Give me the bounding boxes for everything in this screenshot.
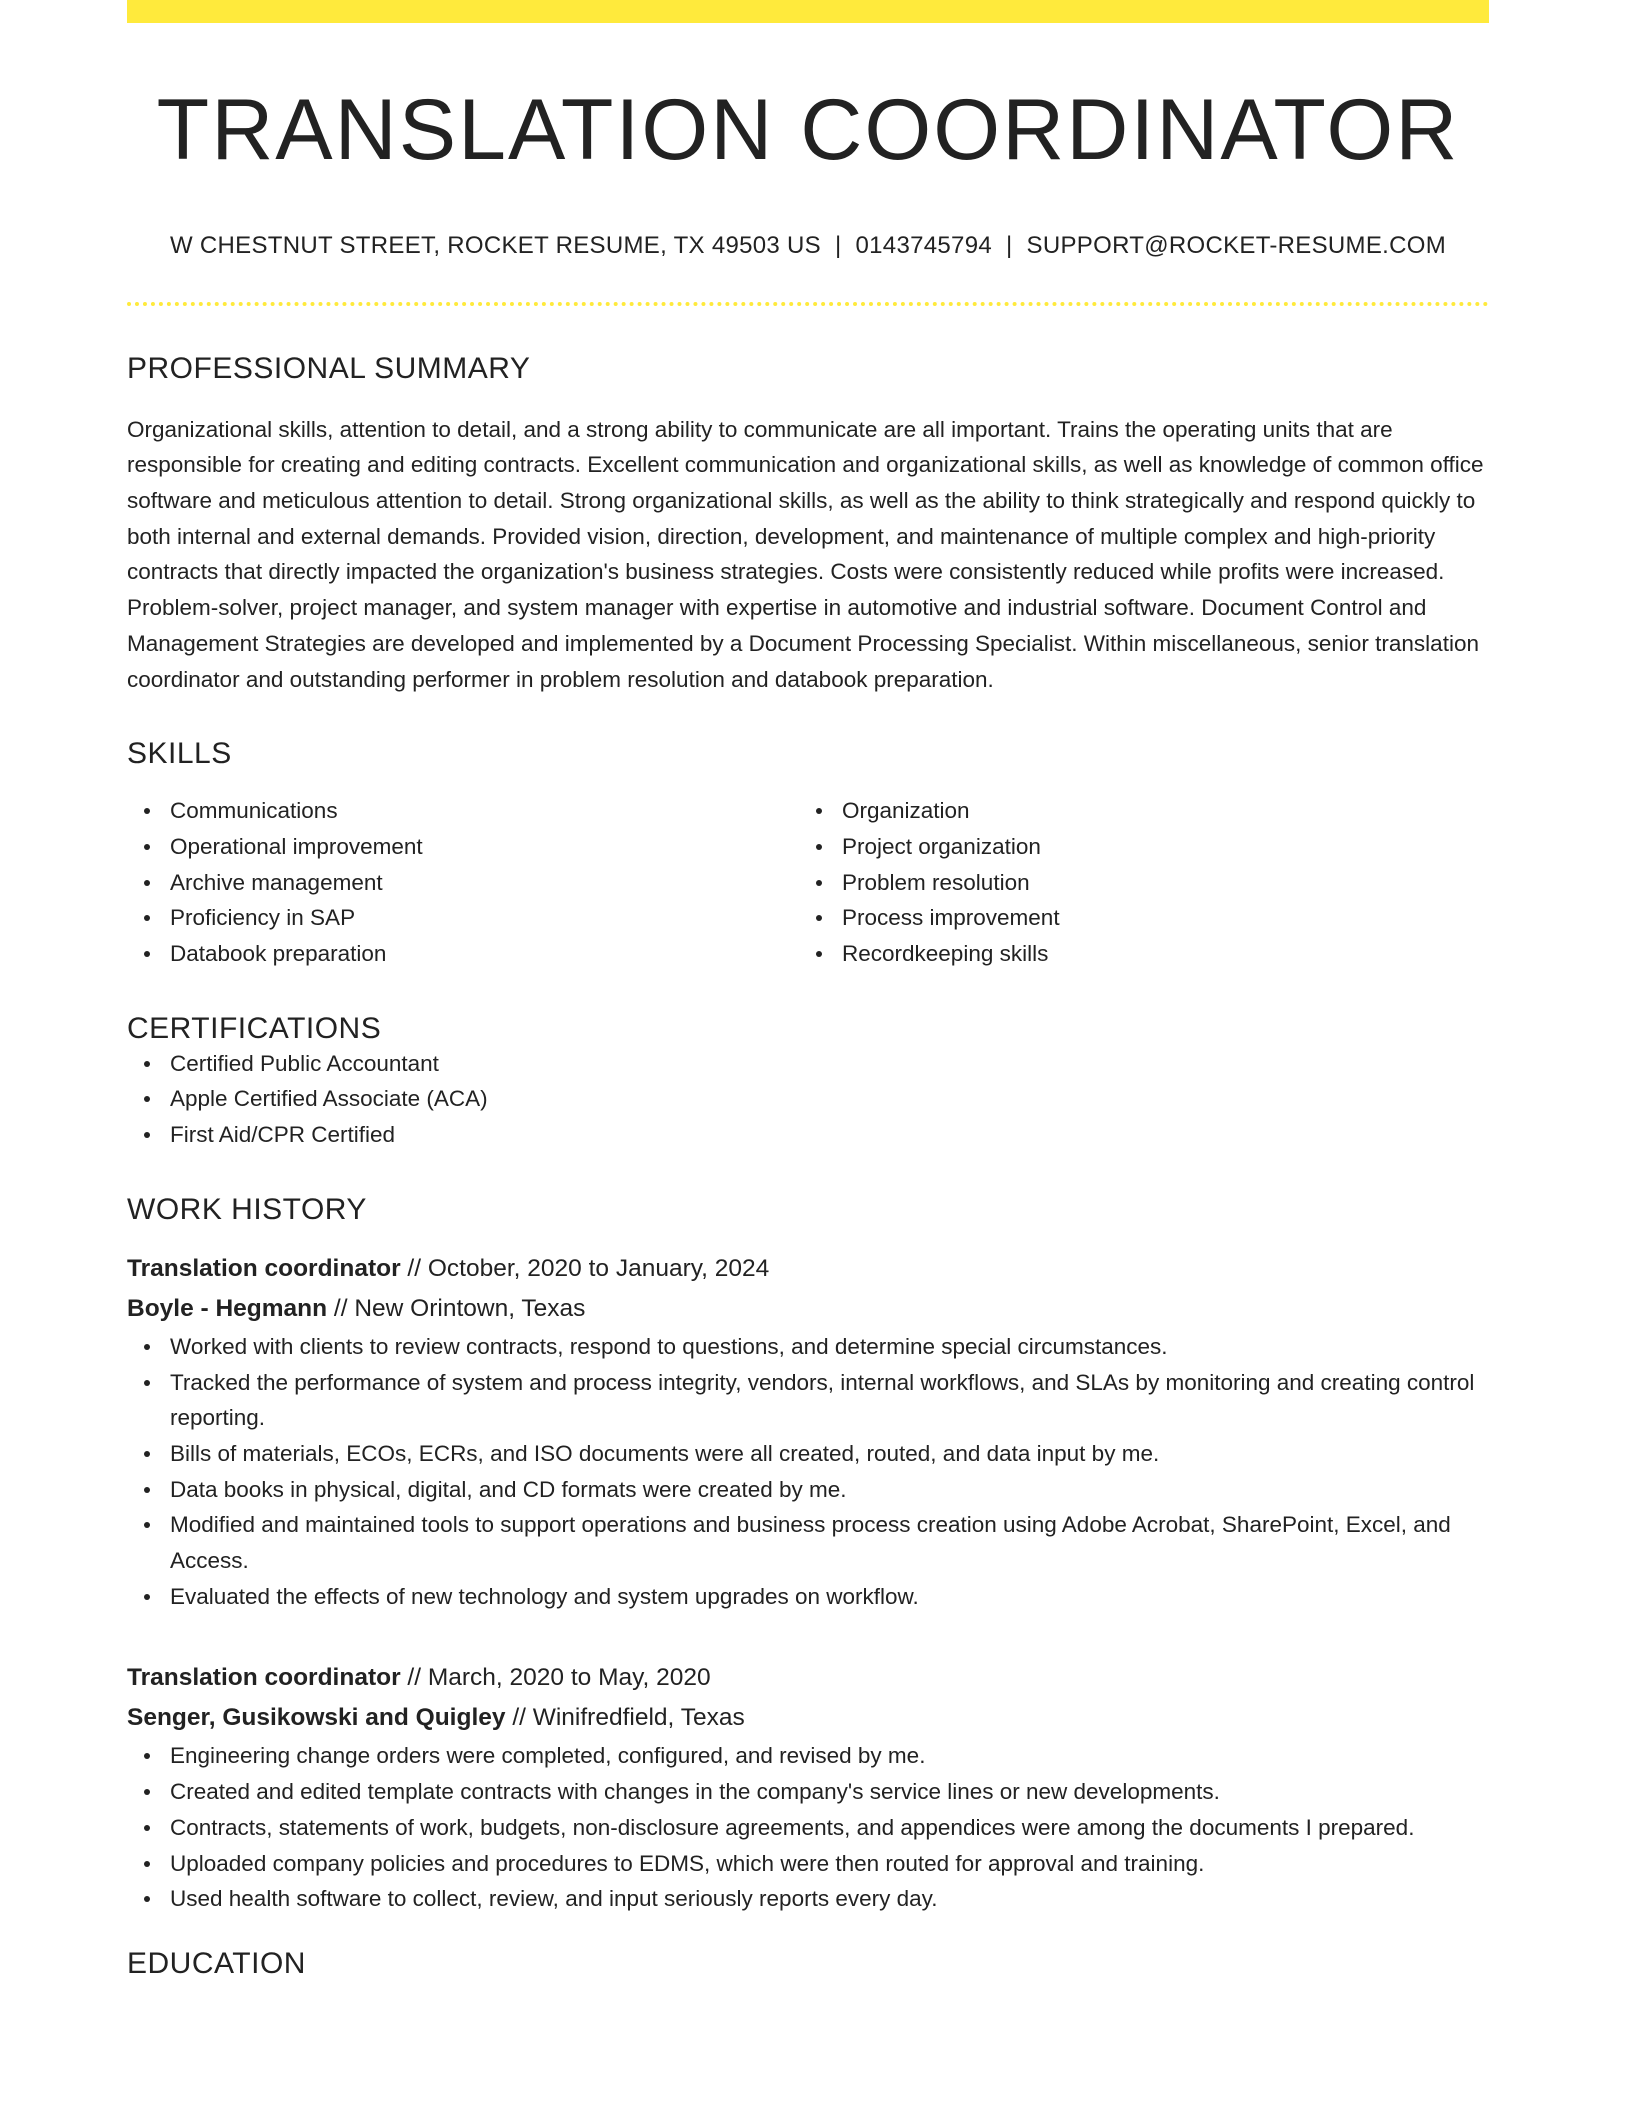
- education-heading: EDUCATION: [127, 1946, 306, 1980]
- job-company: Boyle - Hegmann: [127, 1294, 328, 1322]
- job-bullet: Data books in physical, digital, and CD formats were created by me.: [127, 1472, 1489, 1508]
- certification-item: First Aid/CPR Certified: [127, 1117, 1489, 1153]
- skill-item: Organization: [799, 793, 1471, 829]
- skill-item: Project organization: [799, 829, 1471, 865]
- contact-separator: |: [1006, 231, 1013, 259]
- job-company-line: [127, 1698, 1489, 1738]
- job-location: // Winifredfield, Texas: [505, 1704, 745, 1732]
- skill-item: Archive management: [127, 865, 799, 901]
- job-bullet: Tracked the performance of system and process integrity, vendors, internal workflows, and SLAs by monitoring and creating control reporting.: [127, 1365, 1489, 1436]
- work-history-heading: WORK HISTORY: [127, 1192, 367, 1226]
- certifications-heading: CERTIFICATIONS: [127, 1011, 382, 1045]
- job-entry: [127, 1249, 1489, 1615]
- skill-item: Problem resolution: [799, 865, 1471, 901]
- job-entry: [127, 1658, 1489, 1917]
- job-bullet: Bills of materials, ECOs, ECRs, and ISO documents were all created, routed, and data input by me.: [127, 1436, 1489, 1472]
- job-bullet: Worked with clients to review contracts, respond to questions, and determine special circumstances.: [127, 1329, 1489, 1365]
- job-dates: // March, 2020 to May, 2020: [400, 1664, 711, 1692]
- job-bullet: Evaluated the effects of new technology and system upgrades on workflow.: [127, 1579, 1489, 1615]
- job-location: // New Orintown, Texas: [327, 1294, 586, 1322]
- job-title-line: [127, 1658, 1489, 1698]
- job-bullet: Engineering change orders were completed, configured, and revised by me.: [127, 1738, 1489, 1774]
- skills-list-left: [127, 793, 799, 972]
- job-dates: // October, 2020 to January, 2024: [400, 1254, 770, 1282]
- job-title-line: [127, 1249, 1489, 1289]
- job-bullet: Uploaded company policies and procedures to EDMS, which were then routed for approval and training.: [127, 1846, 1489, 1882]
- top-accent-bar: [127, 0, 1489, 23]
- contact-phone: 0143745794: [855, 231, 992, 259]
- contact-line: [127, 232, 1489, 260]
- certification-item: Apple Certified Associate (ACA): [127, 1081, 1489, 1117]
- job-bullet: Contracts, statements of work, budgets, non-disclosure agreements, and appendices were among the documents I prepared.: [127, 1810, 1489, 1846]
- contact-separator: |: [834, 231, 842, 259]
- skill-item: Operational improvement: [127, 829, 799, 865]
- skills-columns: [127, 793, 1489, 972]
- contact-email: SUPPORT@ROCKET-RESUME.COM: [1026, 231, 1447, 259]
- job-bullets: [127, 1738, 1489, 1917]
- certifications-list: [127, 1046, 1489, 1153]
- skill-item: Proficiency in SAP: [127, 900, 799, 936]
- job-bullet: Used health software to collect, review, and input seriously reports every day.: [127, 1881, 1489, 1917]
- job-company-line: [127, 1289, 1489, 1329]
- skill-item: Databook preparation: [127, 936, 799, 972]
- resume-page: [127, 0, 1489, 1981]
- skills-column-left: [127, 793, 799, 972]
- job-bullet: Modified and maintained tools to support operations and business process creation using Adobe Acrobat, SharePoint, Excel, and Access.: [127, 1507, 1489, 1578]
- certification-item: Certified Public Accountant: [127, 1046, 1489, 1082]
- job-company: Senger, Gusikowski and Quigley: [127, 1704, 506, 1732]
- skills-column-right: [799, 793, 1471, 972]
- job-bullet: Created and edited template contracts with changes in the company's service lines or new developments.: [127, 1774, 1489, 1810]
- summary-heading: PROFESSIONAL SUMMARY: [127, 351, 531, 385]
- resume-title: TRANSLATION COORDINATOR: [156, 82, 1460, 178]
- skill-item: Process improvement: [799, 900, 1471, 936]
- skills-list-right: [799, 793, 1471, 972]
- dotted-divider: [127, 302, 1489, 306]
- job-bullets: [127, 1329, 1489, 1615]
- summary-text: Organizational skills, attention to detail, and a strong ability to communicate are all important. Trains the operating units that are responsible for creating and editing contracts. Excellent communication and organizational skills, as well as knowledge of common office software and meticulous attention to detail. Strong organizational skills, as well as the ability to think strategically and respond quickly to both internal and external demands. Provided vision, direction, development, and maintenance of multiple complex and high-priority contracts that directly impacted the organization's business strategies. Costs were consistently reduced while profits were increased. Problem-solver, project manager, and system manager with expertise in automotive and industrial software. Document Control and Management Strategies are developed and implemented by a Document Processing Specialist. Within miscellaneous, senior translation coordinator and outstanding performer in problem resolution and databook preparation.: [127, 416, 1484, 692]
- job-role: Translation coordinator: [127, 1664, 401, 1692]
- skill-item: Recordkeeping skills: [799, 936, 1471, 972]
- skills-heading: SKILLS: [127, 737, 232, 771]
- skill-item: Communications: [127, 793, 799, 829]
- job-role: Translation coordinator: [127, 1254, 401, 1282]
- contact-address: W CHESTNUT STREET, ROCKET RESUME, TX 49503 US: [169, 231, 821, 259]
